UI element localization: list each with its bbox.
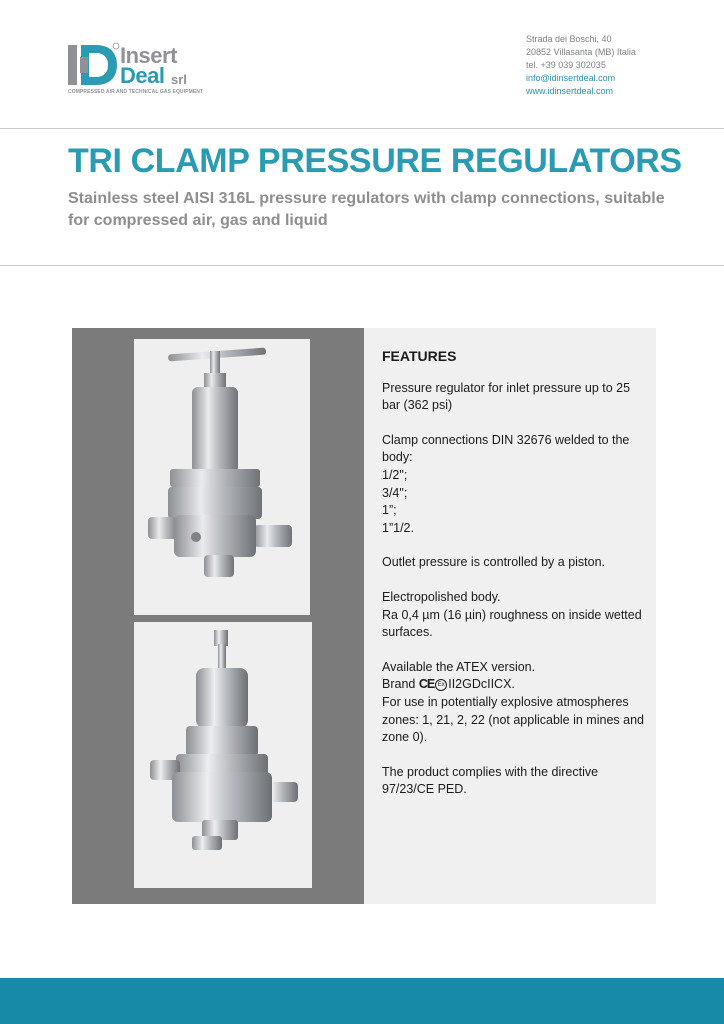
- atex-zones: For use in potentially explosive atmospheres zones: 1, 21, 2, 22 (not applicable in mines and zone 0).: [382, 694, 644, 745]
- brand-prefix: Brand: [382, 677, 416, 692]
- feature-inlet-pressure: Pressure regulator for inlet pressure up to 25 bar (362 psi): [382, 380, 631, 413]
- id-logo-mark-icon: [68, 42, 120, 88]
- feature-outlet-pressure: Outlet pressure is controlled by a piston.: [382, 555, 606, 570]
- page-subtitle: Stainless steel AISI 316L pressure regulators with clamp connections, suitable for compressed air, gas and liquid: [68, 190, 665, 229]
- header-divider: [0, 128, 724, 129]
- address-city: 20852 Villasanta (MB) Italia: [526, 47, 636, 57]
- address-street: Strada dei Boschi, 40: [526, 34, 612, 44]
- regulator-top-image-icon: [134, 339, 310, 615]
- logo-srl-text: srl: [171, 72, 187, 87]
- clamp-size: 3/4";: [382, 485, 408, 500]
- clamp-size: 1”;: [382, 503, 397, 518]
- website-link[interactable]: www.idinsertdeal.com: [526, 86, 614, 96]
- page-title: TRI CLAMP PRESSURE REGULATORS: [68, 142, 682, 180]
- regulator-photo-bottom: [134, 622, 312, 888]
- feature-roughness: Ra 0,4 µm (16 µin) roughness on inside wetted surfaces.: [382, 607, 642, 640]
- regulator-bottom-image-icon: [134, 622, 312, 888]
- feature-directive: The product complies with the directive 97/23/CE PED.: [382, 764, 599, 797]
- atex-availability: Available the ATEX version.: [382, 659, 536, 674]
- atex-brand: [382, 676, 646, 694]
- regulator-photo-top: [134, 339, 310, 615]
- clamp-intro: Clamp connections DIN 32676 welded to the body:: [382, 432, 630, 465]
- feature-atex: [382, 659, 646, 747]
- address-phone: tel. +39 039 302035: [526, 60, 606, 70]
- logo-deal-text: Deal: [120, 63, 165, 88]
- company-address: [526, 33, 636, 98]
- logo-tagline: COMPRESSED AIR AND TECHNICAL GAS EQUIPMENT: [68, 89, 204, 95]
- feature-surface: [382, 589, 646, 642]
- email-link[interactable]: info@idinsertdeal.com: [526, 73, 616, 83]
- clamp-size: 1”1/2.: [382, 520, 414, 535]
- title-divider: [0, 265, 724, 266]
- clamp-size: 1/2";: [382, 467, 408, 482]
- logo-insert-text: Insert: [120, 43, 177, 68]
- ce-mark-icon: CE: [418, 677, 435, 692]
- atex-code: II2GDcIICX.: [448, 677, 515, 692]
- features-text: [382, 348, 646, 816]
- features-heading: FEATURES: [382, 348, 457, 364]
- ex-mark-icon: Ex: [435, 679, 447, 691]
- footer-bar: [0, 978, 724, 1024]
- company-logo: [68, 42, 218, 100]
- feature-body: Electropolished body.: [382, 589, 501, 604]
- feature-clamp-connections: [382, 432, 646, 538]
